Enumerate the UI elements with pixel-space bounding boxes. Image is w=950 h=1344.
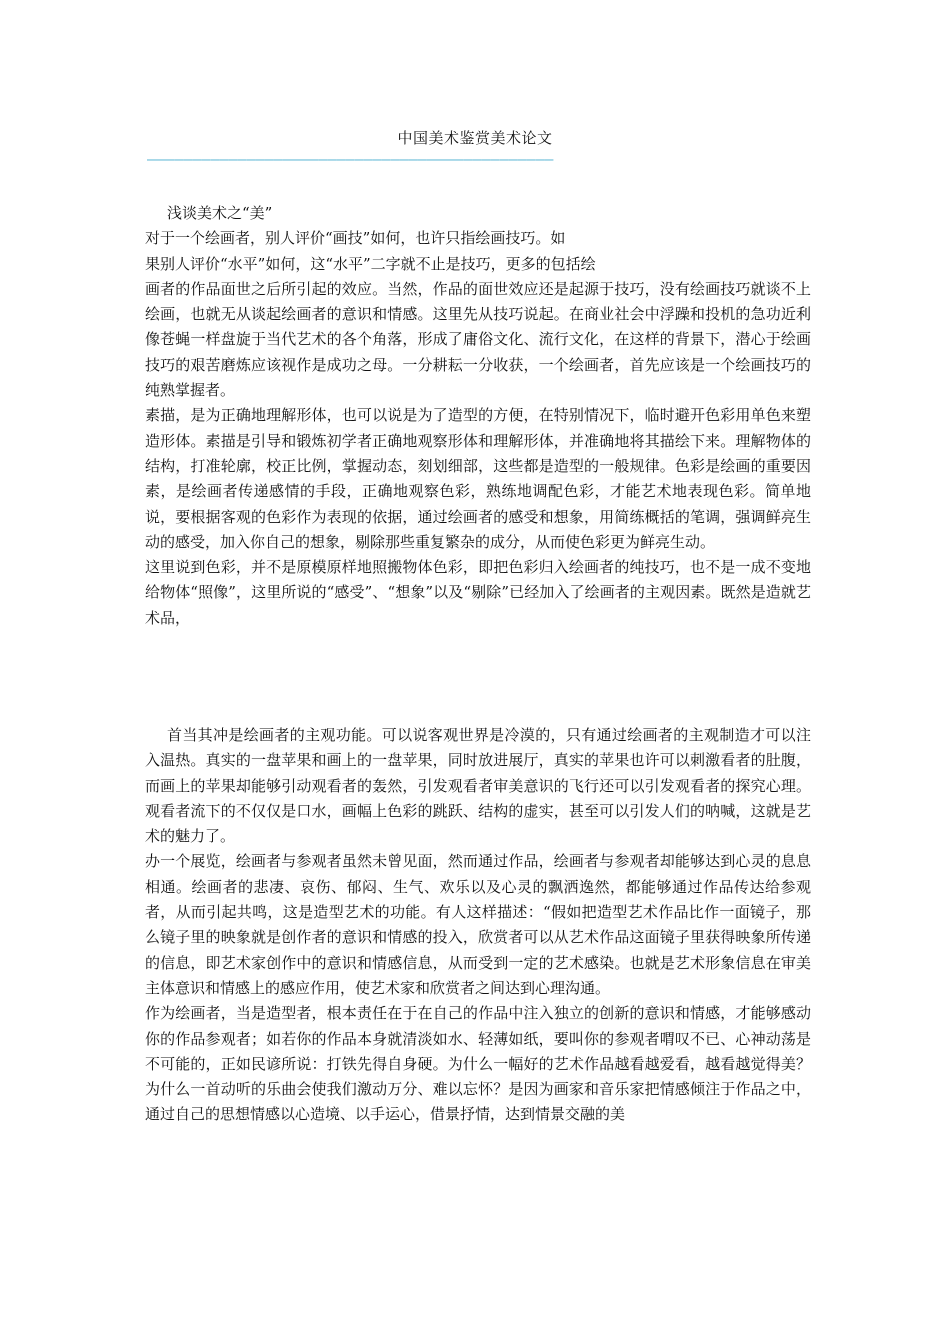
title-divider: —————————————————————————————————————————————	[147, 150, 554, 168]
intro-line-1: 对于一个绘画者，别人评价“画技”如何，也许只指绘画技巧。如	[145, 229, 566, 248]
paragraph-creator-responsibility: 作为绘画者，当是造型者，根本责任在于在自己的作品中注入独立的创新的意识和情感，才能够感动你的作品参观者；如若你的作品本身就清淡如水、轻薄如纸，要叫你的参观者喟叹不已、心神动荡是不可能的，正如民谚所说：打铁先得自身硬。为什么一幅好的艺术作品越看越爱看，越看越觉得美？为什么一首动听的乐曲会使我们激动万分、难以忘怀？是因为画家和音乐家把情感倾注于作品之中，通过自己的思想情感以心造境、以手运心，借景抒情，达到情景交融的美	[145, 1004, 811, 1124]
paragraph-technique: 画者的作品面世之后所引起的效应。当然，作品的面世效应还是起源于技巧，没有绘画技巧就谈不上绘画，也就无从谈起绘画者的意识和情感。这里先从技巧说起。在商业社会中浮躁和投机的急功近利像苍蝇一样盘旋于当代艺术的各个角落，形成了庸俗文化、流行文化，在这样的背景下，潜心于绘画技巧的艰苦磨炼应该视作是成功之母。一分耕耘一分收获，一个绘画者，首先应该是一个绘画技巧的纯熟掌握者。	[145, 279, 811, 400]
paragraph-exhibition: 办一个展览，绘画者与参观者虽然未曾见面，然而通过作品，绘画者与参观者却能够达到心灵的息息相通。绘画者的悲凄、哀伤、郁闷、生气、欢乐以及心灵的飘洒逸然，都能够通过作品传达给参观者，从而引起共鸣，这是造型艺术的功能。有人这样描述：“假如把造型艺术作品比作一面镜子，那么镜子里的映象就是创作者的意识和情感的投入，欣赏者可以从艺术作品这面镜子里获得映象所传递的信息，即艺术家创作中的意识和情感信息，从而受到一定的艺术感染。也就是艺术形象信息在审美主体意识和情感上的感应作用，使艺术家和欣赏者之间达到心理沟通。	[145, 852, 811, 997]
intro-line-2: 果别人评价“水平”如何，这“水平”二字就不止是技巧，更多的包括绘	[145, 254, 596, 273]
paragraph-color-subjective: 这里说到色彩，并不是原模原样地照搬物体色彩，即把色彩归入绘画者的纯技巧，也不是一成不变地给物体“照像”，这里所说的“感受”、“想象”以及“剔除”已经加入了绘画者的主观因素。既然是造就艺术品，	[145, 558, 811, 627]
document-title: 中国美术鉴赏美术论文	[397, 129, 553, 147]
section-two	[145, 723, 811, 1128]
section-heading: 浅谈美术之“美”	[167, 204, 273, 222]
paragraph-subjective-function: 首当其冲是绘画者的主观功能。可以说客观世界是冷漠的，只有通过绘画者的主观制造才可以注入温热。真实的一盘苹果和画上的一盘苹果，同时放进展厅，真实的苹果也许可以刺激看者的肚腹，而画上的苹果却能够引动观看者的轰然，引发观看者审美意识的飞行还可以引发观看者的探究心理。观看者流下的不仅仅是口水，画幅上色彩的跳跃、结构的虚实，甚至可以引发人们的呐喊，这就是艺术的魅力了。	[145, 726, 811, 846]
section-one	[145, 201, 811, 631]
paragraph-sketch-color: 素描，是为正确地理解形体，也可以说是为了造型的方便，在特别情况下，临时避开色彩用单色来塑造形体。素描是引导和锻炼初学者正确地观察形体和理解形体，并准确地将其描绘下来。理解物体的结构，打准轮廓，校正比例，掌握动态，刻划细部，这些都是造型的一般规律。色彩是绘画的重要因素，是绘画者传递感情的手段，正确地观察色彩，熟练地调配色彩，才能艺术地表现色彩。简单地说，要根据客观的色彩作为表现的依据，通过绘画者的感受和想象，用简练概括的笔调，强调鲜亮生动的感受，加入你自己的想象，剔除那些重复繁杂的成分，从而使色彩更为鲜亮生动。	[145, 406, 811, 551]
